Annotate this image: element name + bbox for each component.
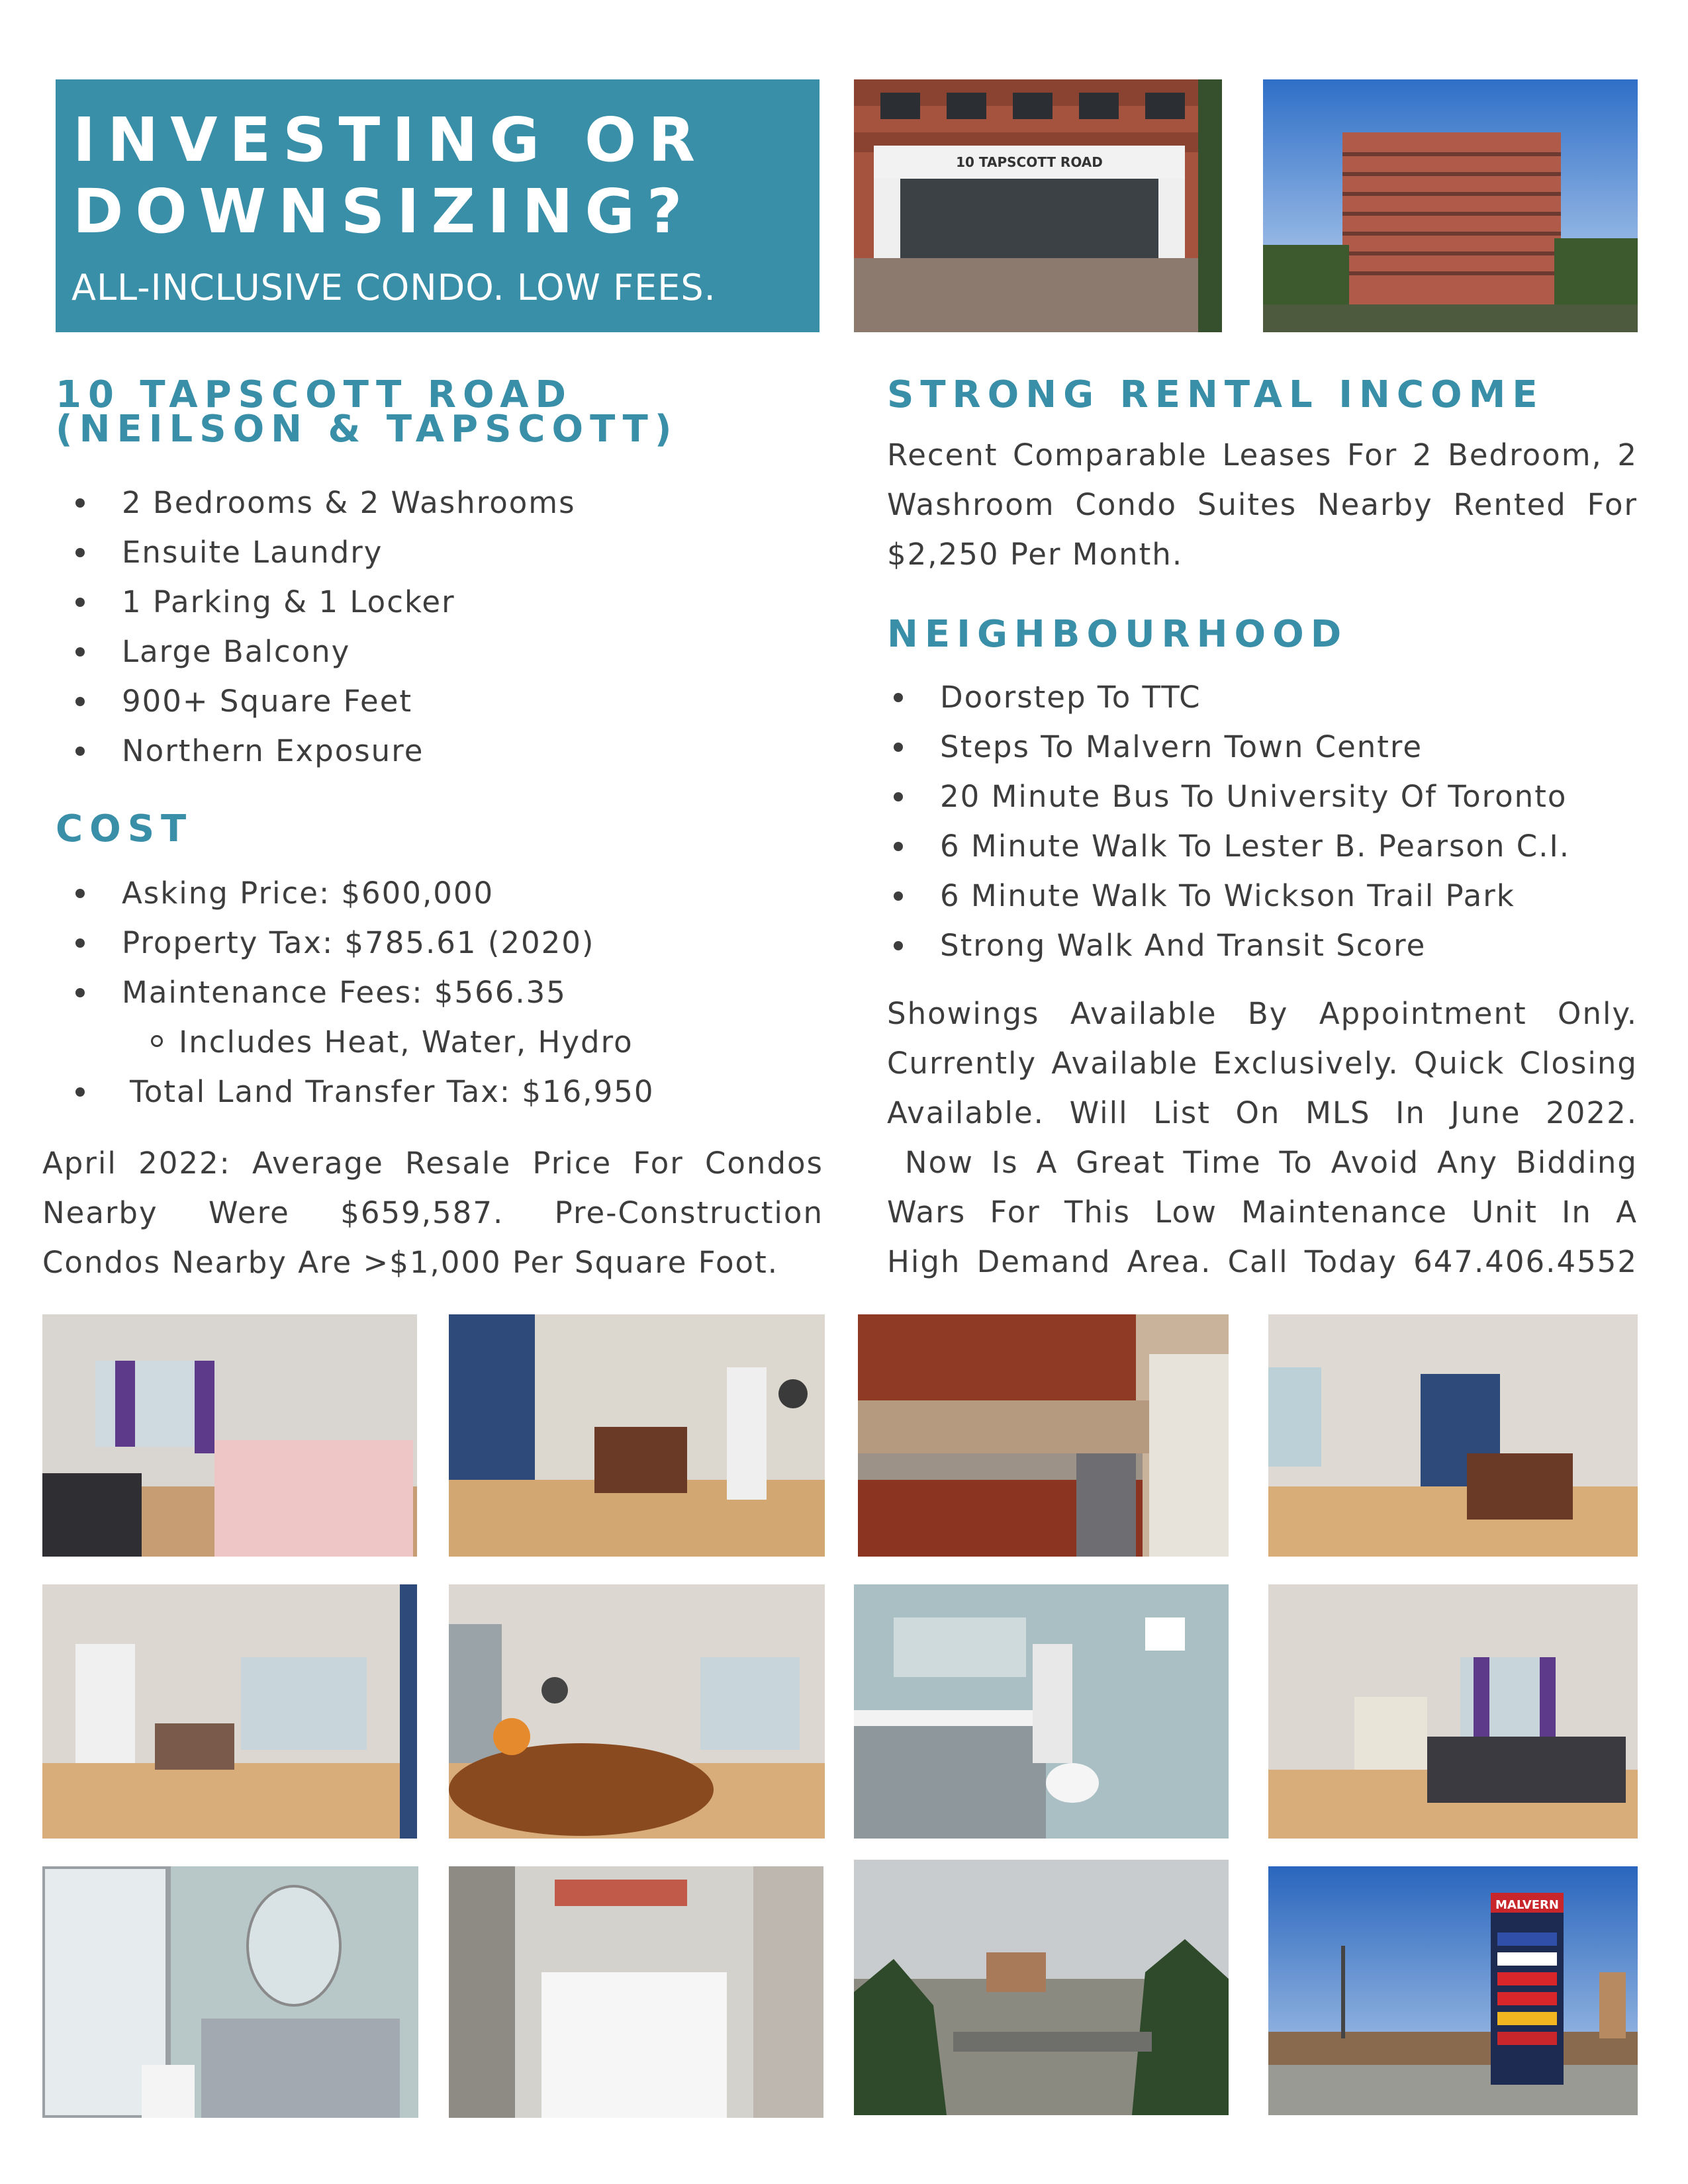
showings-text-line: Currently Available Exclusively. Quick Closing: [887, 1046, 1638, 1081]
property-features-list: [56, 478, 823, 776]
list-item: 2 Bedrooms & 2 Washrooms: [56, 478, 823, 527]
list-item: Ensuite Laundry: [56, 527, 823, 577]
cost-heading: COST: [56, 807, 193, 850]
ensuite-bathroom-photo: [42, 1866, 418, 2118]
list-item: Asking Price: $600,000: [56, 868, 823, 918]
list-item: Steps To Malvern Town Centre: [874, 722, 1638, 772]
list-subitem: Includes Heat, Water, Hydro: [56, 1017, 823, 1067]
neighbourhood-list: [874, 672, 1638, 970]
open-living-area-photo: [1268, 1314, 1638, 1557]
cost-list: [56, 868, 823, 1116]
master-bedroom-photo: [1268, 1584, 1638, 1839]
rental-text-line: Recent Comparable Leases For 2 Bedroom, 2: [887, 437, 1638, 473]
bedroom-photo: [42, 1314, 417, 1557]
kitchen-photo: [858, 1314, 1229, 1557]
mall-sign-title: MALVERN: [1495, 1898, 1559, 1912]
rental-heading: STRONG RENTAL INCOME: [887, 373, 1544, 416]
rental-text-line: $2,250 Per Month.: [887, 537, 1184, 572]
property-heading-line-2: (NEILSON & TAPSCOTT): [56, 408, 679, 451]
list-item: 6 Minute Walk To Lester B. Pearson C.I.: [874, 821, 1638, 871]
list-item: Total Land Transfer Tax: $16,950: [56, 1067, 823, 1116]
showings-text-line: High Demand Area. Call Today 647.406.4552: [887, 1244, 1638, 1279]
market-note-line: April 2022: Average Resale Price For Condos: [42, 1146, 823, 1181]
malvern-town-centre-photo: [1268, 1866, 1638, 2115]
balcony-view-photo: [854, 1860, 1229, 2115]
rental-text: [887, 430, 1638, 579]
market-note-line: Nearby Were $659,587. Pre-Construction: [42, 1195, 823, 1230]
showings-text-line: Showings Available By Appointment Only.: [887, 996, 1638, 1031]
showings-text-line: Available. Will List On MLS In June 2022.: [887, 1095, 1638, 1130]
list-item: Large Balcony: [56, 627, 823, 676]
list-item: 20 Minute Bus To University Of Toronto: [874, 772, 1638, 821]
showings-text: [887, 989, 1638, 1287]
market-note-line: Condos Nearby Are >$1,000 Per Square Foot.: [42, 1245, 779, 1280]
list-item: Maintenance Fees: $566.35: [56, 968, 823, 1017]
list-item: 6 Minute Walk To Wickson Trail Park: [874, 871, 1638, 921]
list-item: Property Tax: $785.61 (2020): [56, 918, 823, 968]
living-room-photo: [42, 1584, 417, 1839]
neighbourhood-heading: NEIGHBOURHOOD: [887, 613, 1348, 656]
dining-area-photo: [449, 1314, 825, 1557]
showings-text-line: Wars For This Low Maintenance Unit In A: [887, 1195, 1638, 1230]
list-item: 1 Parking & 1 Locker: [56, 577, 823, 627]
list-item: Northern Exposure: [56, 726, 823, 776]
building-entrance-photo: [854, 79, 1222, 332]
laundry-room-photo: [449, 1866, 823, 2118]
bathroom-vanity-photo: [854, 1584, 1229, 1839]
list-item: Strong Walk And Transit Score: [874, 921, 1638, 970]
rental-text-line: Washroom Condo Suites Nearby Rented For: [887, 487, 1638, 522]
entrance-sign-text: 10 TAPSCOTT ROAD: [956, 154, 1103, 170]
list-item: Doorstep To TTC: [874, 672, 1638, 722]
showings-text-line: Now Is A Great Time To Avoid Any Bidding: [887, 1145, 1638, 1180]
headline-subtitle: ALL-INCLUSIVE CONDO. LOW FEES.: [71, 267, 716, 308]
market-note: [42, 1138, 823, 1287]
dining-table-photo: [449, 1584, 825, 1839]
headline-line-2: DOWNSIZING?: [73, 176, 694, 247]
property-heading-line-1: 10 TAPSCOTT ROAD: [56, 373, 573, 416]
headline-line-1: INVESTING OR: [73, 105, 708, 175]
list-item: 900+ Square Feet: [56, 676, 823, 726]
building-exterior-photo: [1263, 79, 1638, 332]
